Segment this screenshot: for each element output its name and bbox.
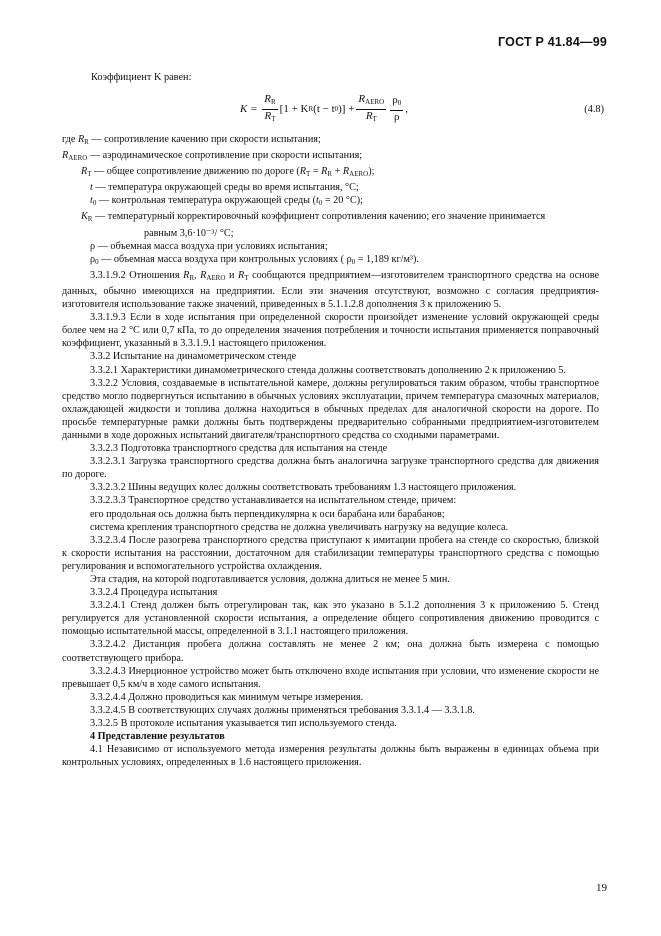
paragraph-3-3-2-4-2: 3.3.2.4.2 Дистанция пробега должна составлять не менее 2 км; она должна быть измерена с помощью соответствующего прибора. bbox=[62, 639, 599, 664]
definition-rho0: $\rho_0$ — объемная масса воздуха при контрольных условиях ( $\rho_0 = 1,189$ кг/м³). bbox=[90, 253, 419, 266]
paragraph-3-3-2-4-5: 3.3.2.4.5 В соответствующих случаях должны применяться требования 3.3.1.4 — 3.3.1.8. bbox=[90, 704, 475, 716]
paragraph-3-3-2-4-3: 3.3.2.4.3 Инерционное устройство может быть отключено входе испытания при условии, что изменение скорости не превышает 0,5 км/ч в ходе самого испытания. bbox=[62, 665, 599, 690]
definition-rr: где $R_R$ — сопротивление качению при скорости испытания; bbox=[62, 134, 321, 146]
paragraph-mounting: система крепления транспортного средства не должна увеличивать нагрузку на ведущие колеса. bbox=[90, 521, 509, 533]
paragraph-3-3-2-4-4: 3.3.2.4.4 Должно проводиться как минимум четыре измерения. bbox=[90, 691, 364, 703]
document-body bbox=[62, 133, 599, 769]
formula-4-8: K = $\frac{R_R}{R_T}$ [1 + K R (t − t 0 )] + $\frac{R_{AERO}}{R_T}$ $\frac{\rho_0}{\rho}$ , bbox=[240, 92, 408, 126]
document-header: ГОСТ Р 41.84—99 bbox=[498, 35, 607, 49]
formula-lhs: K = bbox=[240, 103, 258, 115]
fraction-rr-rt: $\frac{R_R}{R_T}$ bbox=[264, 92, 276, 123]
paragraph-3-3-2-2: 3.3.2.2 Условия, создаваемые в испытательной камере, должны регулироваться таким образом, чтобы транспортное средство могло подвергнуться испытанию в обычных условиях эксплуатации, причем температура смазочных материалов, охлаждающей жидкости и топлива должна находиться в обычных пределах для аналогичной скорости на дороге. По просьбе температурные рамки должны быть подтверждены предварительно собранными предприятием-изготовителем данными в ходе дорожных испытаний двигателя/транспортного средства со сходными параметрами. bbox=[62, 377, 599, 441]
paragraph-3-3-2-3-1: 3.3.2.3.1 Загрузка транспортного средства должна быть аналогична загрузке транспортного средства для движения по дороге. bbox=[62, 456, 599, 481]
section-heading-4: 4 Представление результатов bbox=[90, 731, 225, 743]
paragraph-4-1: 4.1 Независимо от используемого метода измерения результаты должны быть выражены в единицах объема при контрольных условиях, определенных в 1.6 настоящего приложения. bbox=[62, 744, 599, 769]
paragraph-3-3-2-5: 3.3.2.5 В протоколе испытания указывается тип используемого стенда. bbox=[90, 718, 397, 730]
paragraph-3-3-2-3-4: 3.3.2.3.4 После разогрева транспортного средства приступают к имитации пробега на стенде со скоростью, близкой к скорости испытания на расстоянии, достаточном для стабилизации температуры транспортного средства с помощью регулирования и вспомогательного устройства охлаждения. bbox=[62, 534, 599, 572]
equation-number: (4.8) bbox=[584, 104, 604, 115]
definition-rt: $R_T$ — общее сопротивление движению по дороге $(R_T = R_R + R_{AERO})$; bbox=[81, 166, 375, 179]
definition-kr: $K_R$ — температурный корректировочный коэффициент сопротивления качению; его значение принимается bbox=[81, 211, 546, 224]
paragraph-axis: его продольная ось должна быть перпендикулярна к оси барабана или барабанов; bbox=[90, 508, 445, 520]
fraction-rho0-rho: $\frac{\rho_0}{\rho}$ bbox=[392, 94, 402, 123]
paragraph-3-3-2-1: 3.3.2.1 Характеристики динамометрического стенда должны соответствовать дополнению 2 к приложению 5. bbox=[90, 364, 566, 376]
formula-intro: Коэффициент K равен: bbox=[91, 72, 192, 83]
paragraph-3-3-2-3-2: 3.3.2.3.2 Шины ведущих колес должны соответствовать требованиям 1.3 настоящего приложения. bbox=[90, 482, 517, 494]
paragraph-3-3-2-3: 3.3.2.3 Подготовка транспортного средства для испытания на стенде bbox=[90, 443, 388, 455]
paragraph-3-3-1-9-3: 3.3.1.9.3 Если в ходе испытания при определенной скорости произойдет изменение условий окружающей среды более чем на 2 °С или 0,7 кПа, то до определения значения потребления и точности испытания применяется поправочный коэффициент, указанный в 3.3.1.9.1 настоящего приложения. bbox=[62, 312, 599, 350]
paragraph-3-3-2-3-3: 3.3.2.3.3 Транспортное средство устанавливается на испытательном стенде, причем: bbox=[90, 495, 457, 507]
paragraph-3-3-2-4: 3.3.2.4 Процедура испытания bbox=[90, 587, 218, 599]
definition-t0: $t_0$ — контрольная температура окружающей среды ($t_0 = 20$ °С); bbox=[90, 195, 363, 208]
paragraph-3-3-2: 3.3.2 Испытание на динамометрическом стенде bbox=[90, 351, 297, 363]
fraction-raero-rt: $\frac{R_{AERO}}{R_T}$ bbox=[358, 92, 385, 123]
paragraph-stage: Эта стадия, на которой подготавливается условия, должна длиться не менее 5 мин. bbox=[90, 574, 450, 585]
definition-rho: ρ — объемная масса воздуха при условиях испытания; bbox=[90, 240, 328, 252]
definition-raero: $R_{AERO}$ — аэродинамическое сопротивление при скорости испытания; bbox=[62, 150, 363, 163]
page-number: 19 bbox=[596, 882, 607, 894]
paragraph-3-3-2-4-1: 3.3.2.4.1 Стенд должен быть отрегулирован так, как это указано в 5.1.2 дополнения 3 к приложению 5. Стенд регулируется для установленной скорости испытания, а определение общего сопротивления движению проводится с помощью испытательной массы, определенной в 3.1.1 настоящего приложения. bbox=[62, 600, 599, 638]
definition-t: t — температура окружающей среды во время испытания, °С; bbox=[90, 182, 359, 194]
paragraph-3-3-1-9-2: 3.3.1.9.2 Отношения $R_R$, $R_{AERO}$ и $R_T$ сообщаются предприятием—изготовителем транспортного средства на основе данных, обычно имеющихся на предприятии. Если эти значения отсутствуют, возможно с согласия предприятия-изготовителя использование также значений, приведенных в 5.1.1.2.8 дополнения 3 к приложению 5. bbox=[62, 269, 600, 311]
definition-kr-cont: равным 3,6·10⁻³/ °С; bbox=[144, 227, 234, 239]
